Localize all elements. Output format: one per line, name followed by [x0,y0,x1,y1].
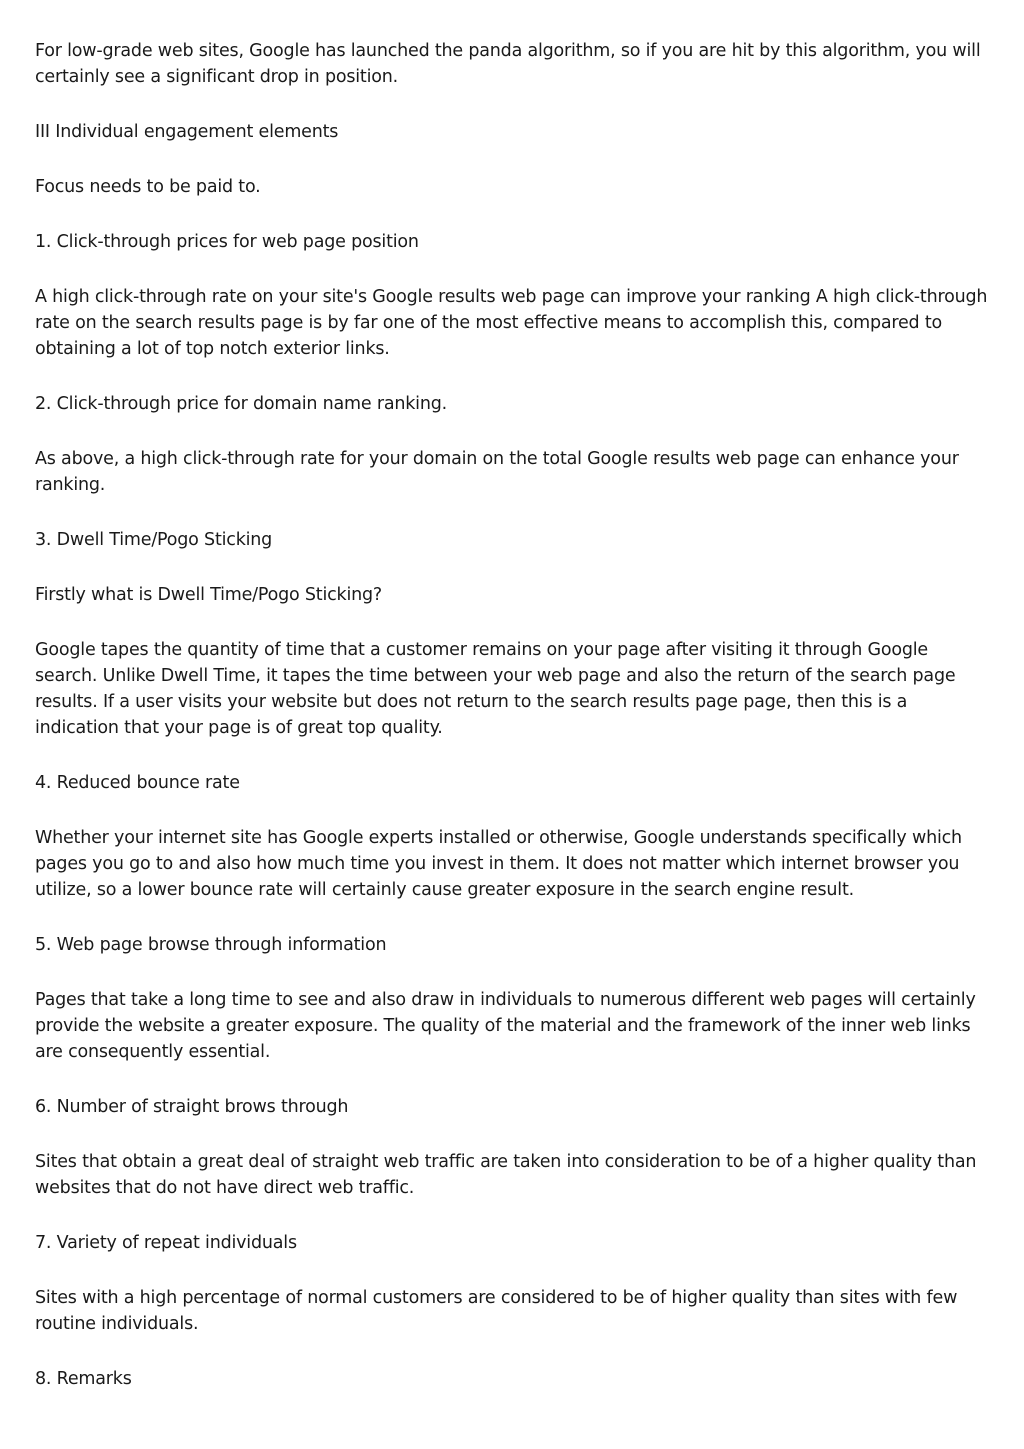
paragraph: Pages that take a long time to see and also draw in individuals to numerous different web pages will certainly provide the website a greater exposure. The quality of the material and the framework of the inner web links are consequently essential. [35,990,976,1062]
paragraph: Sites that obtain a great deal of straight web traffic are taken into consideration to be of a higher quality than websites that do not have direct web traffic. [35,1152,977,1198]
paragraph-intro: For low-grade web sites, Google has launched the panda algorithm, so if you are hit by this algorithm, you will certainly see a significant drop in position. [35,41,981,87]
paragraph: Firstly what is Dwell Time/Pogo Sticking? [35,585,383,605]
section-heading: III Individual engagement elements [35,122,339,142]
list-heading-2: 2. Click-through price for domain name ranking. [35,394,448,414]
paragraph: Google tapes the quantity of time that a customer remains on your page after visiting it through Google search. Unlike Dwell Time, it tapes the time between your web page and also the return of the search page results. If a user visits your website but does not return to the search results page page, then this is a indication that your page is of great top quality. [35,640,956,738]
paragraph: Whether your internet site has Google experts installed or otherwise, Google understands specifically which pages you go to and also how much time you invest in them. It does not matter which internet browser you utilize, so a lower bounce rate will certainly cause greater exposure in the search engine result. [35,828,962,900]
list-heading-1: 1. Click-through prices for web page position [35,232,419,252]
paragraph: Focus needs to be paid to. [35,177,261,197]
list-heading-5: 5. Web page browse through information [35,935,387,955]
paragraph: A high click-through rate on your site's Google results web page can improve your ranking A high click-through rate on the search results page is by far one of the most effective means to accomplish this, compared to obtaining a lot of top notch exterior links. [35,287,988,359]
list-heading-4: 4. Reduced bounce rate [35,773,240,793]
paragraph: As above, a high click-through rate for your domain on the total Google results web page can enhance your ranking. [35,449,959,495]
list-heading-6: 6. Number of straight brows through [35,1097,349,1117]
list-heading-7: 7. Variety of repeat individuals [35,1233,297,1253]
document-body [35,38,995,1421]
paragraph: Sites with a high percentage of normal customers are considered to be of higher quality than sites with few routine individuals. [35,1288,958,1334]
list-heading-3: 3. Dwell Time/Pogo Sticking [35,530,273,550]
list-heading-8: 8. Remarks [35,1369,132,1389]
